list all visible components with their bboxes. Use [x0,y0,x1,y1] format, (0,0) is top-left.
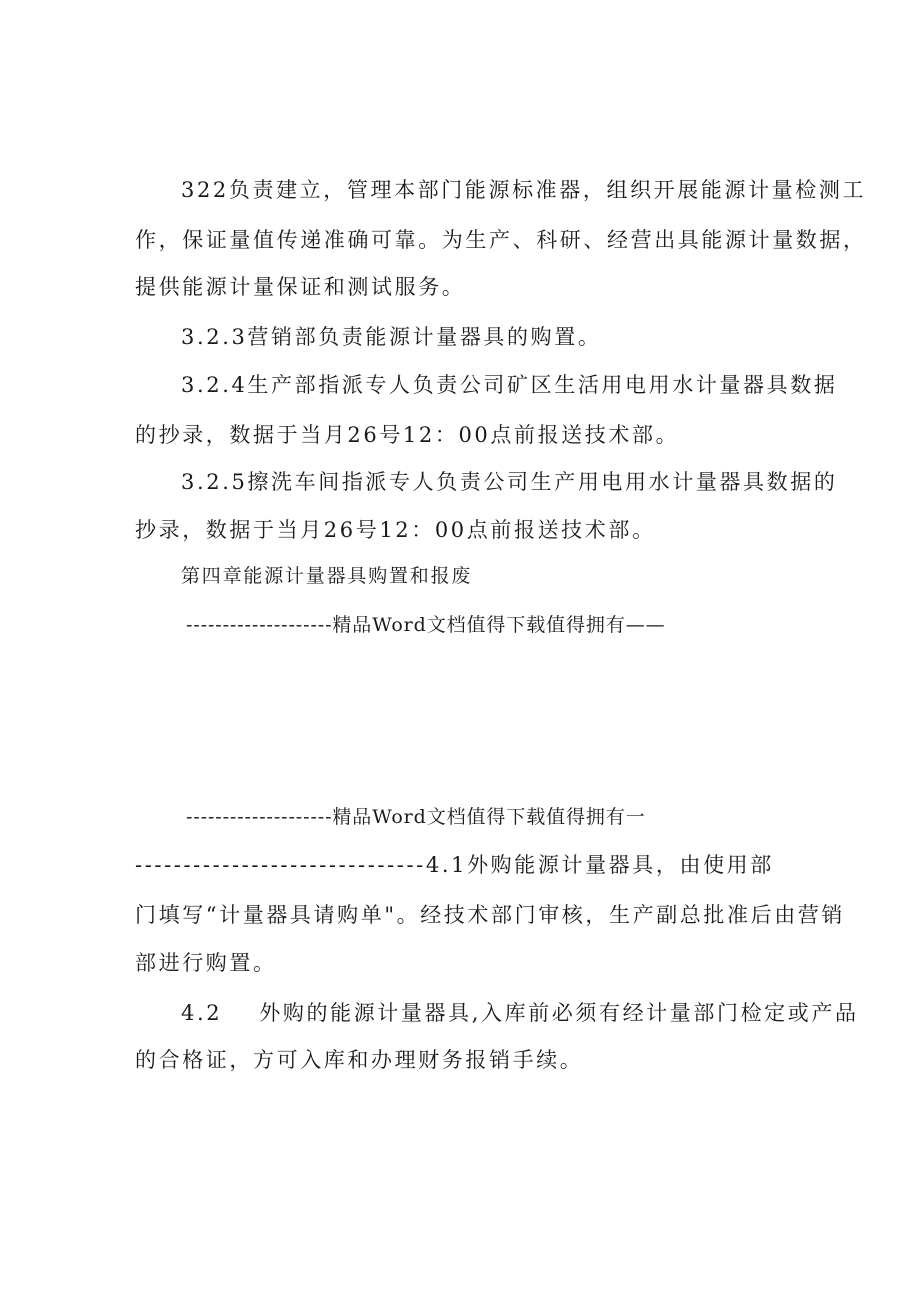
paragraph-4-1-line-2: 门填写“计量器具请购单"。经技术部门审核，生产副总批准后由营销 [135,903,845,927]
paragraph-3-2-2-line-3: 提供能源计量保证和测试服务。 [135,275,466,299]
paragraph-3-2-5-line-1: 3.2.5擦洗车间指派专人负责公司生产用电用水计量器具数据的 [181,470,838,494]
page-footer-watermark: --------------------精品Word文档值得下载值得拥有—— [186,614,666,636]
paragraph-3-2-3: 3.2.3营销部负责能源计量器具的购置。 [181,325,602,349]
page-header-watermark: --------------------精品Word文档值得下载值得拥有一 [186,806,646,828]
paragraph-3-2-4-line-1: 3.2.4生产部指派专人负责公司矿区生活用电用水计量器具数据 [181,373,838,397]
paragraph-3-2-2-line-1: 322负责建立，管理本部门能源标准器，组织开展能源计量检测工 [181,178,867,202]
paragraph-4-2-line-2: 的合格证，方可入库和办理财务报销手续。 [135,1048,584,1072]
paragraph-4-1-line-3: 部进行购置。 [135,951,277,975]
paragraph-4-1-line-1: ------------------------------4.1外购能源计量器具，由使用部 [135,853,774,877]
paragraph-3-2-4-line-2: 的抄录，数据于当月26号12：00点前报送技术部。 [135,423,680,447]
paragraph-3-2-5-line-2: 抄录，数据于当月26号12：00点前报送技术部。 [135,518,656,542]
paragraph-3-2-2-line-2: 作，保证量值传递准确可靠。为生产、科研、经营出具能源计量数据， [135,228,867,252]
paragraph-4-2-line-1: 4.2 外购的能源计量器具,入库前必须有经计量部门检定或产品 [181,1001,859,1025]
chapter-4-heading: 第四章能源计量器具购置和报废 [181,565,473,587]
